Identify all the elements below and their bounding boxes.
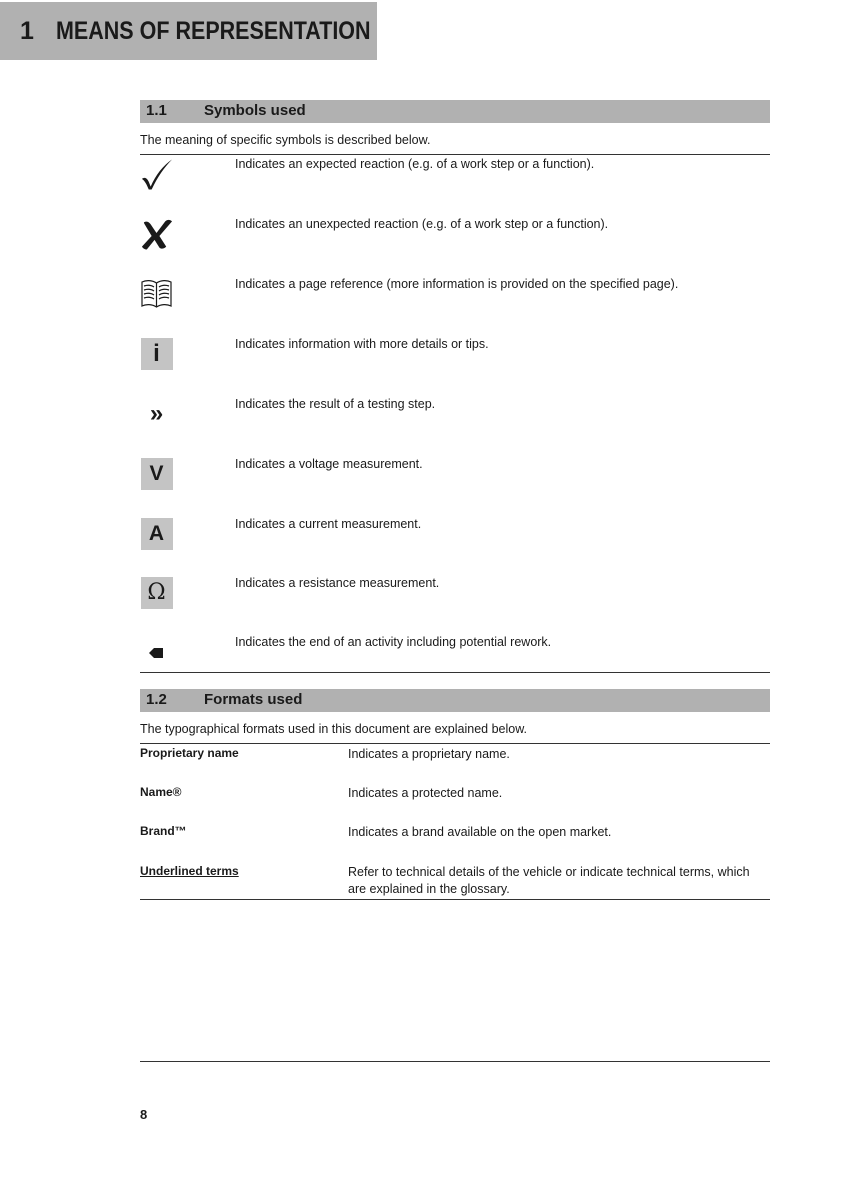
symbol-row bbox=[140, 576, 770, 616]
symbol-description: Indicates a voltage measurement. bbox=[235, 457, 423, 471]
current-icon bbox=[140, 517, 173, 550]
symbol-description: Indicates an expected reaction (e.g. of a work step or a function). bbox=[235, 157, 595, 171]
book-icon bbox=[140, 277, 173, 310]
info-icon-glyph: i bbox=[141, 338, 173, 370]
divider bbox=[140, 154, 770, 155]
divider bbox=[140, 672, 770, 673]
current-icon-glyph: A bbox=[141, 518, 173, 550]
format-term: Name® bbox=[140, 785, 182, 799]
divider bbox=[140, 743, 770, 744]
format-description: Indicates a protected name. bbox=[348, 786, 503, 800]
double-chevron-icon bbox=[140, 397, 173, 430]
symbol-row bbox=[140, 517, 770, 557]
format-term: Underlined terms bbox=[140, 864, 239, 878]
resistance-icon bbox=[140, 576, 173, 609]
page-number: 8 bbox=[140, 1107, 148, 1122]
symbol-description: Indicates a page reference (more information is provided on the specified page). bbox=[235, 277, 679, 291]
symbol-row bbox=[140, 457, 770, 497]
symbol-description: Indicates a resistance measurement. bbox=[235, 576, 440, 590]
format-term: Brand™ bbox=[140, 824, 187, 838]
section-intro: The typographical formats used in this document are explained below. bbox=[140, 722, 528, 736]
format-description: Refer to technical details of the vehicle or indicate technical terms, which are explained in the glossary. bbox=[348, 865, 750, 896]
chapter-number: 1 bbox=[20, 16, 35, 45]
symbol-description: Indicates information with more details or tips. bbox=[235, 337, 489, 351]
end-marker-icon bbox=[140, 635, 173, 668]
voltage-icon bbox=[140, 457, 173, 490]
symbol-description: Indicates a current measurement. bbox=[235, 517, 422, 531]
symbol-description: Indicates an unexpected reaction (e.g. of a work step or a function). bbox=[235, 217, 609, 231]
cross-icon bbox=[140, 217, 173, 250]
format-description: Indicates a brand available on the open market. bbox=[348, 825, 612, 839]
section-intro: The meaning of specific symbols is described below. bbox=[140, 133, 431, 147]
format-term: Proprietary name bbox=[140, 746, 239, 760]
double-chevron-glyph: » bbox=[149, 399, 164, 427]
section-number: 1.1 bbox=[146, 102, 167, 119]
section-title: Symbols used bbox=[204, 102, 306, 119]
section-number: 1.2 bbox=[146, 691, 167, 708]
section-title: Formats used bbox=[204, 691, 303, 708]
divider bbox=[140, 899, 770, 900]
section-header-formats bbox=[140, 689, 770, 712]
symbol-row bbox=[140, 397, 770, 437]
symbol-row bbox=[140, 277, 770, 317]
symbol-row bbox=[140, 217, 770, 257]
symbol-description: Indicates the end of an activity including potential rework. bbox=[235, 635, 552, 649]
symbol-row bbox=[140, 337, 770, 377]
chapter-header bbox=[0, 2, 377, 60]
voltage-icon-glyph: V bbox=[141, 458, 173, 490]
symbol-row bbox=[140, 635, 770, 675]
chapter-title: MEANS OF REPRESENTATION bbox=[56, 16, 371, 45]
footer-divider bbox=[140, 1061, 770, 1062]
format-description: Indicates a proprietary name. bbox=[348, 747, 510, 761]
resistance-icon-glyph: Ω bbox=[141, 577, 173, 609]
symbol-description: Indicates the result of a testing step. bbox=[235, 397, 436, 411]
section-header-symbols bbox=[140, 100, 770, 123]
checkmark-icon bbox=[140, 157, 173, 190]
symbol-row bbox=[140, 157, 770, 197]
info-icon bbox=[140, 337, 173, 370]
